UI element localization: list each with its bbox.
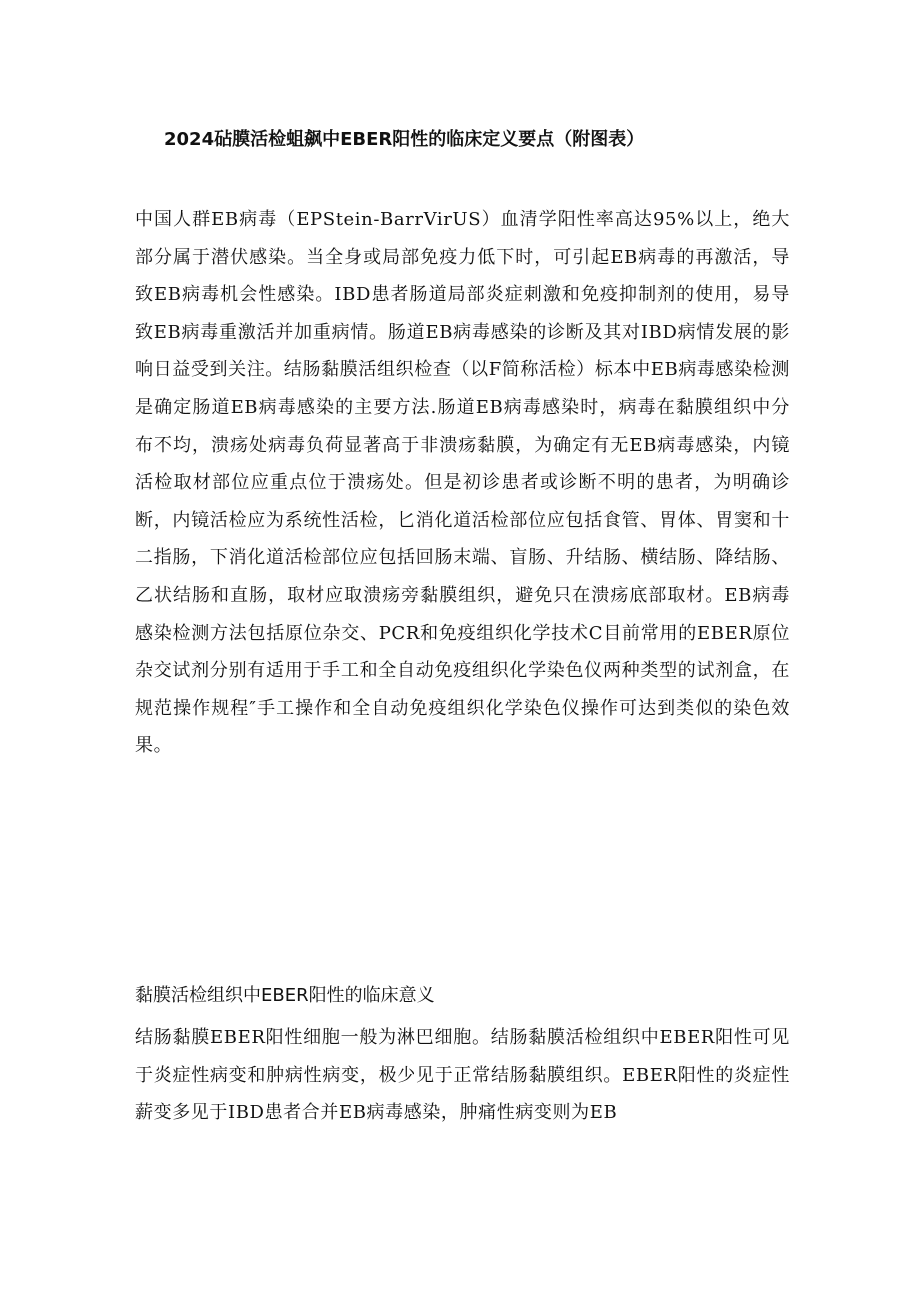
section-paragraph: 结肠黏膜EBER阳性细胞一般为淋巴细胞。结肠黏膜活检组织中EBER阳性可见于炎症性病变和肿病性病变，极少见于正常结肠黏膜组织。EBER阳性的炎症性薪变多见于IBD患者合并EB病毒感染，肿痛性病变则为EB	[135, 1027, 790, 1124]
section-heading: 黏膜活检组织中EBER阳性的临床意义	[135, 985, 435, 1006]
document-title: 2024砧膜活检蛆飙中EBER阳性的临床定义要点（附图表）	[164, 129, 645, 150]
intro-paragraph: 中国人群EB病毒（EPStein-BarrVirUS）血清学阳性率高达95%以上，绝大部分属于潜伏感染。当全身或局部免疫力低下时，可引起EB病毒的再激活，导致EB病毒机会性感染。IBD患者肠道局部炎症刺激和免疫抑制剂的使用，易导致EB病毒重激活并加重病情。肠道EB病毒感染的诊断及其对IBD病情发展的影响日益受到关注。结肠黏膜活组织检查（以F简称活检）标本中EB病毒感染检测是确定肠道EB病毒感染的主要方法.肠道EB病毒感染时，病毒在黏膜组织中分布不均，溃疡处病毒负荷显著高于非溃疡黏膜，为确定有无EB病毒感染，内镜活检取材部位应重点位于溃疡处。但是初诊患者或诊断不明的患者，为明确诊断，内镜活检应为系统性活检，匕消化道活检部位应包括食管、胃体、胃窦和十二指肠，下消化道活检部位应包括回肠末端、盲肠、升结肠、横结肠、降结肠、乙状结肠和直肠，取材应取溃疡旁黏膜组织，避免只在溃疡底部取材。EB病毒感染检测方法包括原位杂交、PCR和免疫组织化学技术C目前常用的EBER原位杂交试剂分别有适用于手工和全自动免疫组织化学染色仪两种类型的试剂盒，在规范操作规程″手工操作和全自动免疫组织化学染色仪操作可达到类似的染色效果。	[135, 209, 790, 757]
